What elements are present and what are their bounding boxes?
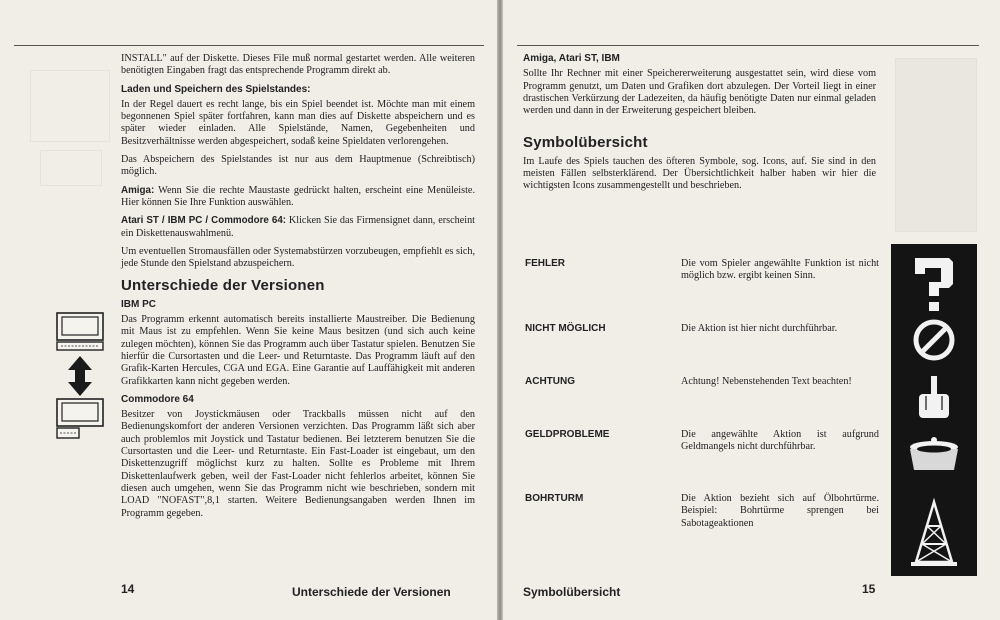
footer-title-right: Symbolübersicht [523, 585, 621, 599]
question-mark-icon [915, 258, 953, 311]
ibm-heading: IBM PC [121, 298, 156, 310]
atari-paragraph [121, 215, 475, 240]
left-column [121, 53, 475, 526]
symbol-description: Die vom Spieler angewählte Funktion ist nicht möglich bzw. ergibt keinen Sinn. [681, 258, 879, 282]
version-icons [55, 312, 107, 442]
show-through-art [30, 70, 110, 142]
page-number-right: 15 [862, 582, 876, 596]
c64-paragraph: Besitzer von Joystickmäusen oder Trackballs müssen nicht auf den Bedienungskomfort der anderen Versionen verzichten. Das Programm läßt sich aber auch problemlos mit Joystick und Tastatur bedienen. Bei letzterem benutzen Sie die Cursortasten und die Leer- und Returntaste. Ein Fast-Loader ist eingebaut, um den Diskettenzugriff möglichst kurz zu halten. Sollte es Probleme mit Ihrem Diskettenlaufwerk geben, weil der Fast-Loader nicht fehlerlos arbeitet, können Sie diesen auch umgehen, wenn Sie das Programm nicht wie beschrieben, sondern mit LOAD "NOFAST",8,1 starten. Weitere Bedienungsangaben werden Ihnen im Programm gegeben. [121, 409, 475, 519]
saving-paragraph-3: Um eventuellen Stromausfällen oder Systemabstürzen vorzubeugen, empfiehlt es sich, jede Stunde den Spielstand abzuspeichern. [121, 245, 475, 270]
pointing-hand-icon [919, 376, 949, 418]
symbol-name: GELDPROBLEME [525, 429, 610, 440]
amiga-text: Wenn Sie die rechte Maustaste gedrückt halten, erscheint eine Menüleiste. Hier können Sie Ihre Funktion auswählen. [121, 184, 475, 208]
top-rule [517, 45, 979, 46]
c64-heading: Commodore 64 [121, 393, 194, 405]
atari-text: Klicken Sie das Firmensignet dann, erscheint ein Diskettenauswahlmenü. [121, 215, 475, 239]
up-down-arrow-icon [68, 356, 92, 396]
symbol-description: Die Aktion ist hier nicht durchführbar. [681, 323, 838, 334]
saving-paragraph-2: Das Abspeichern des Spielstandes ist nur aus dem Hauptmenue (Schreibtisch) möglich. [121, 154, 475, 178]
symbol-icon-panel [891, 244, 977, 576]
show-through-art [895, 58, 977, 232]
footer-title-left: Unterschiede der Versionen [292, 585, 451, 599]
versions-heading: Unterschiede der Versionen [121, 277, 325, 295]
memory-paragraph: Sollte Ihr Rechner mit einer Speichererweiterung ausgestattet sein, wird diese vom Programm genutzt, um Daten und Grafiken dort abzulegen. Der Vorteil liegt in einer drastischen Verkürzung der Ladezeiten, da häufig benötigte Daten nur einmal geladen werden und dann in der Erweiterung gespeichert bleiben. [523, 68, 876, 117]
ibm-paragraph: Das Programm erkennt automatisch bereits installierte Maustreiber. Die Bedienung mit Maus ist zu empfehlen. Wenn Sie keine Maus besitzen (und sich auch keine zulegen möchten), können Sie das Programm auch über Tastatur spielen. Benutzen Sie hierfür die Cursortasten und die Leer- und Returntaste. Das Programm läuft auf den Grafik-Karten Hercules, CGA und EGA. Eine Garantie auf Lauffähigkeit mit anderen Grafikkarten kann nicht gegeben werden. [121, 314, 475, 387]
right-column [523, 53, 876, 199]
computer-icon [57, 313, 103, 350]
right-page [503, 0, 1000, 620]
amiga-atari-ibm-heading: Amiga, Atari ST, IBM [523, 53, 620, 64]
empty-cash-drawer-icon [910, 437, 958, 470]
saving-paragraph-1: In der Regel dauert es recht lange, bis ein Spiel beendet ist. Möchte man mit einem begonnenen Spiel später fortfahren, kann man dies auf Diskette abspeichern und es später wieder einladen. Alle Spielstände, Namen, Gegebenheiten und Besitzverhältnisse werden abgespeichert, sodaß keine Spieldaten verlorengehen. [121, 98, 475, 147]
symbols-intro: Im Laufe des Spiels tauchen des öfteren Symbole, sog. Icons, auf. Sie sind in den meisten Fällen selbsterklärend. Der Übersichtlichkeit halber haben wir hier die wichtigsten Icons zusammengestellt und beschrieben. [523, 155, 876, 192]
page-number-left: 14 [121, 582, 135, 596]
symbol-name: NICHT MÖGLICH [525, 323, 606, 334]
symbol-description: Achtung! Nebenstehenden Text beachten! [681, 376, 852, 387]
amiga-paragraph [121, 185, 475, 210]
left-page [0, 0, 497, 620]
symbol-name: FEHLER [525, 258, 565, 269]
intro-paragraph: INSTALL" auf der Diskette. Dieses File muß normal gestartet werden. Alle weiteren benötigten Eingaben fragt das entsprechende Programm direkt ab. [121, 53, 475, 77]
atari-label: Atari ST / IBM PC / Commodore 64: [121, 215, 287, 227]
prohibited-icon [916, 322, 952, 358]
computer-icon [57, 399, 103, 438]
symbols-heading: Symbolübersicht [523, 134, 648, 152]
top-rule [14, 45, 484, 46]
symbol-description: Die angewählte Aktion ist aufgrund Geldmangels nicht durchführbar. [681, 429, 879, 453]
saving-heading: Laden und Speichern des Spielstandes: [121, 83, 311, 95]
symbol-name: ACHTUNG [525, 376, 575, 387]
amiga-label: Amiga: [121, 184, 155, 196]
symbol-description: Die Aktion bezieht sich auf Ölbohrtürme. Beispiel: Bohrtürme sprengen bei Sabotageaktionen [681, 493, 879, 529]
symbol-name: BOHRTURM [525, 493, 584, 504]
show-through-art [40, 150, 102, 186]
oil-derrick-icon [911, 502, 957, 566]
